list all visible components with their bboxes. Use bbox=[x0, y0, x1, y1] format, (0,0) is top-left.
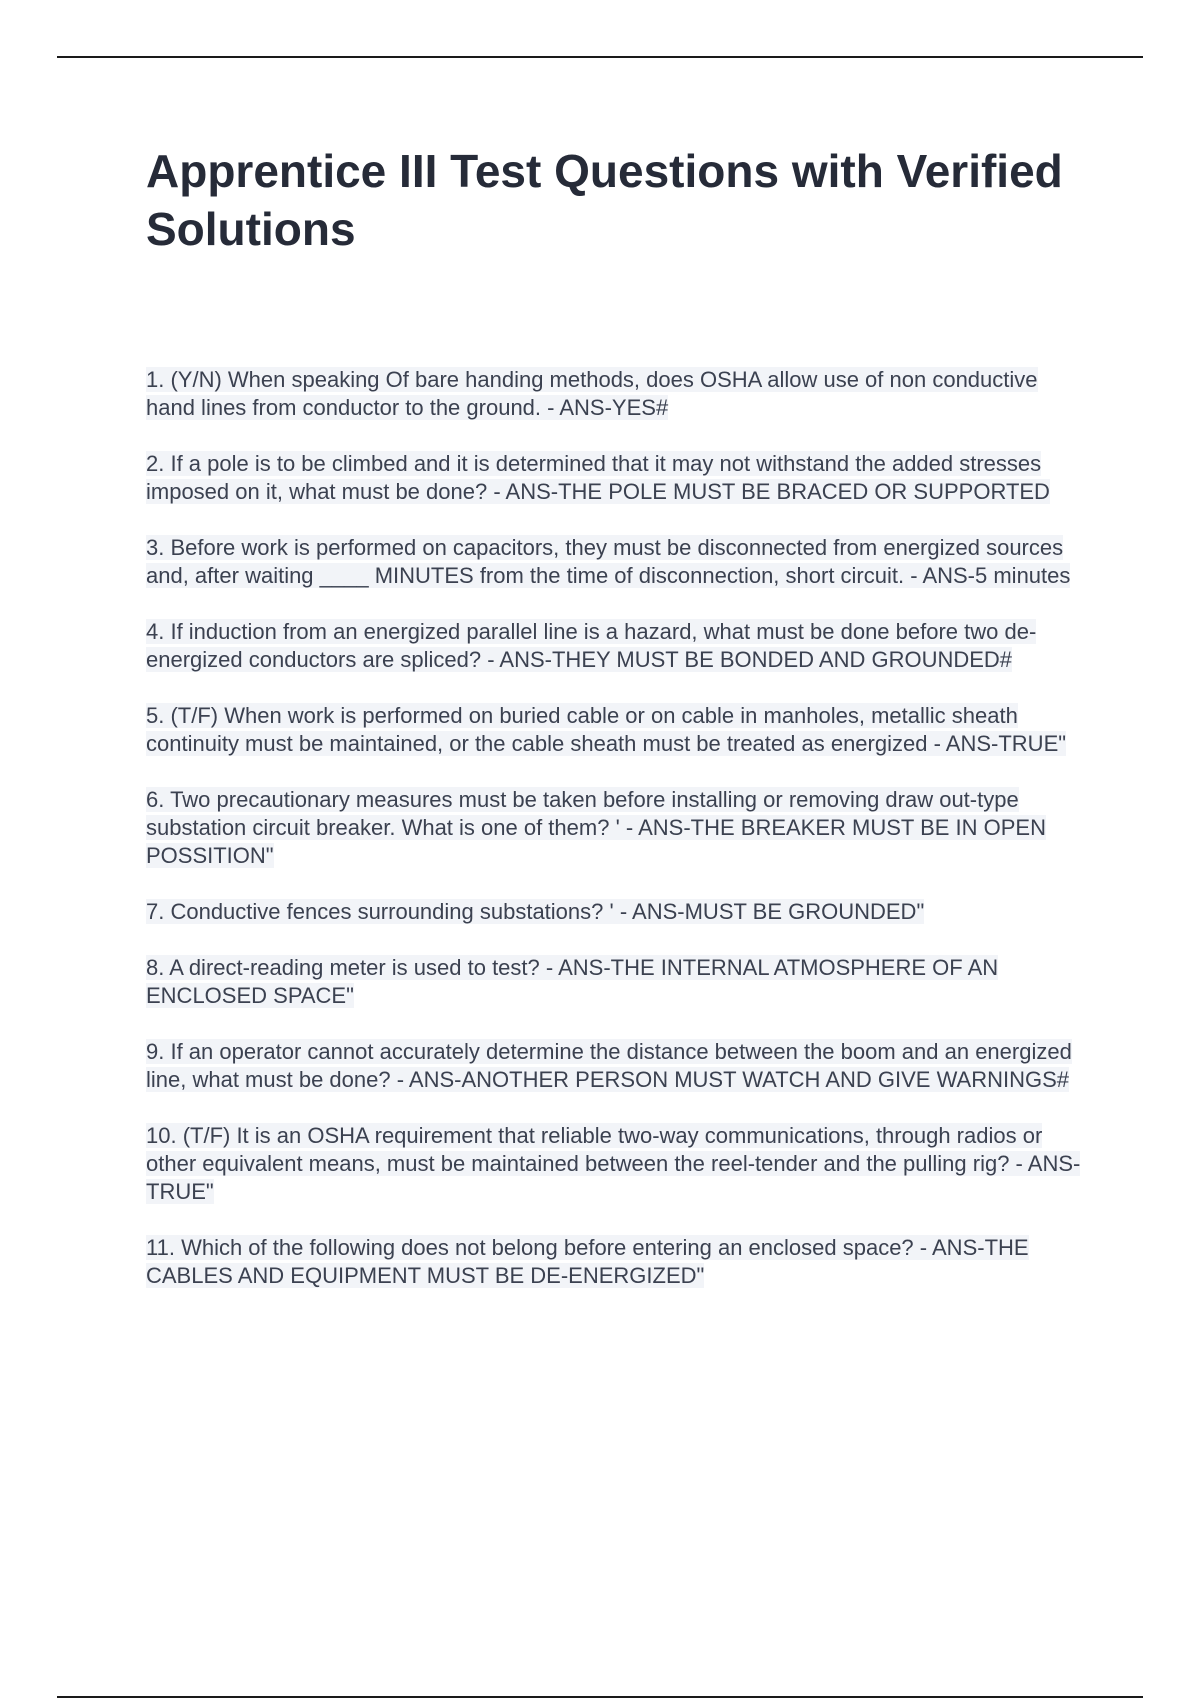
question-item bbox=[146, 1122, 1086, 1206]
question-text: 2. If a pole is to be climbed and it is determined that it may not withstand the added stresses imposed on it, what must be done? - ANS-THE POLE MUST BE BRACED OR SUPPORTED bbox=[146, 451, 1050, 504]
question-item bbox=[146, 450, 1086, 506]
question-item bbox=[146, 1038, 1086, 1094]
document-title: Apprentice III Test Questions with Verified Solutions bbox=[146, 145, 1063, 255]
question-item bbox=[146, 1234, 1086, 1290]
question-text: 7. Conductive fences surrounding substations? ' - ANS-MUST BE GROUNDED" bbox=[146, 899, 925, 924]
question-text: 8. A direct-reading meter is used to test? - ANS-THE INTERNAL ATMOSPHERE OF AN ENCLOSED SPACE" bbox=[146, 955, 999, 1008]
question-text: 6. Two precautionary measures must be taken before installing or removing draw out-type substation circuit breaker. What is one of them? ' - ANS-THE BREAKER MUST BE IN OPEN POSSITION" bbox=[146, 787, 1046, 868]
question-text: 3. Before work is performed on capacitors, they must be disconnected from energized sources and, after waiting ____ MINUTES from the time of disconnection, short circuit. - ANS-5 minutes bbox=[146, 535, 1071, 588]
question-item bbox=[146, 618, 1086, 674]
question-item bbox=[146, 366, 1086, 422]
question-item bbox=[146, 954, 1086, 1010]
question-text: 5. (T/F) When work is performed on buried cable or on cable in manholes, metallic sheath continuity must be maintained, or the cable sheath must be treated as energized - ANS-TRUE" bbox=[146, 703, 1067, 756]
question-item bbox=[146, 786, 1086, 870]
question-list bbox=[146, 366, 1086, 1318]
question-text: 1. (Y/N) When speaking Of bare handing methods, does OSHA allow use of non conductive hand lines from conductor to the ground. - ANS-YES# bbox=[146, 367, 1038, 420]
header-rule bbox=[57, 56, 1143, 58]
question-item bbox=[146, 534, 1086, 590]
question-text: 10. (T/F) It is an OSHA requirement that reliable two-way communications, through radios or other equivalent means, must be maintained between the reel-tender and the pulling rig? - ANS-TRUE" bbox=[146, 1123, 1081, 1204]
question-item bbox=[146, 702, 1086, 758]
footer-rule bbox=[57, 1696, 1143, 1698]
question-item bbox=[146, 898, 1086, 926]
question-text: 9. If an operator cannot accurately determine the distance between the boom and an energized line, what must be done? - ANS-ANOTHER PERSON MUST WATCH AND GIVE WARNINGS# bbox=[146, 1039, 1072, 1092]
question-text: 4. If induction from an energized parallel line is a hazard, what must be done before two de-energized conductors are spliced? - ANS-THEY MUST BE BONDED AND GROUNDED# bbox=[146, 619, 1037, 672]
question-text: 11. Which of the following does not belong before entering an enclosed space? - ANS-THE CABLES AND EQUIPMENT MUST BE DE-ENERGIZED" bbox=[146, 1235, 1029, 1288]
